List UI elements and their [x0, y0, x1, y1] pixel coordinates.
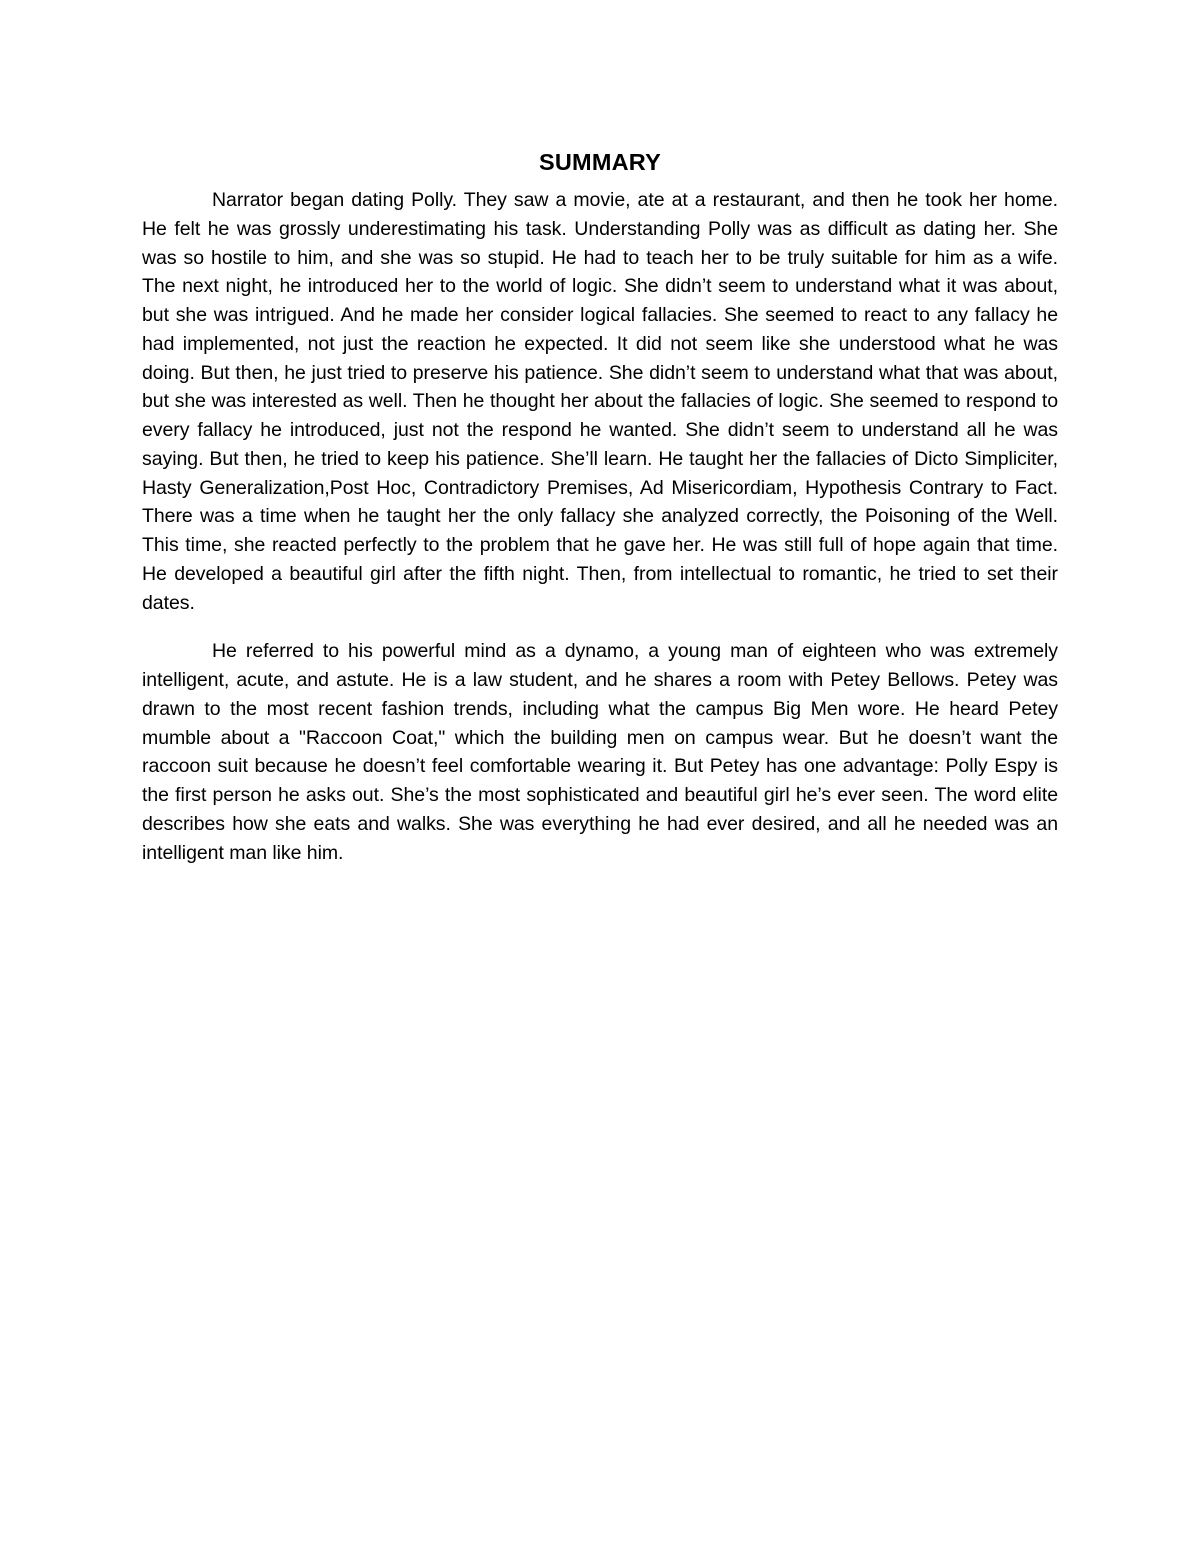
document-title: SUMMARY — [539, 149, 661, 175]
summary-paragraph-2: He referred to his powerful mind as a dynamo, a young man of eighteen who was extremely intelligent, acute, and astute. He is a law student, and he shares a room with Petey Bellows. Petey was drawn to the most recent fashion trends, including what the campus Big Men wore. He heard Petey mumble about a "Raccoon Coat," which the building men on campus wear. But he doesn’t want the raccoon suit because he doesn’t feel comfortable wearing it. But Petey has one advantage: Polly Espy is the first person he asks out. She’s the most sophisticated and beautiful girl he’s ever seen. The word elite describes how she eats and walks. She was everything he had ever desired, and all he needed was an intelligent man like him. — [142, 640, 1058, 864]
document-body — [142, 140, 1058, 887]
summary-paragraph-1: Narrator began dating Polly. They saw a movie, ate at a restaurant, and then he took her home. He felt he was grossly underestimating his task. Understanding Polly was as difficult as dating her. She was so hostile to him, and she was so stupid. He had to teach her to be truly suitable for him as a wife. The next night, he introduced her to the world of logic. She didn’t seem to understand what it was about, but she was intrigued. And he made her consider logical fallacies. She seemed to react to any fallacy he had implemented, not just the reaction he expected. It did not seem like she understood what he was doing. But then, he just tried to preserve his patience. She didn’t seem to understand what that was about, but she was interested as well. Then he thought her about the fallacies of logic. She seemed to respond to every fallacy he introduced, just not the respond he wanted. She didn’t seem to understand all he was saying. But then, he tried to keep his patience. She’ll learn. He taught her the fallacies of Dicto Simpliciter, Hasty Generalization,Post Hoc, Contradictory Premises, Ad Misericordiam, Hypothesis Contrary to Fact. There was a time when he taught her the only fallacy she analyzed correctly, the Poisoning of the Well. This time, she reacted perfectly to the problem that he gave her. He was still full of hope again that time. He developed a beautiful girl after the fifth night. Then, from intellectual to romantic, he tried to set their dates. — [142, 189, 1058, 614]
